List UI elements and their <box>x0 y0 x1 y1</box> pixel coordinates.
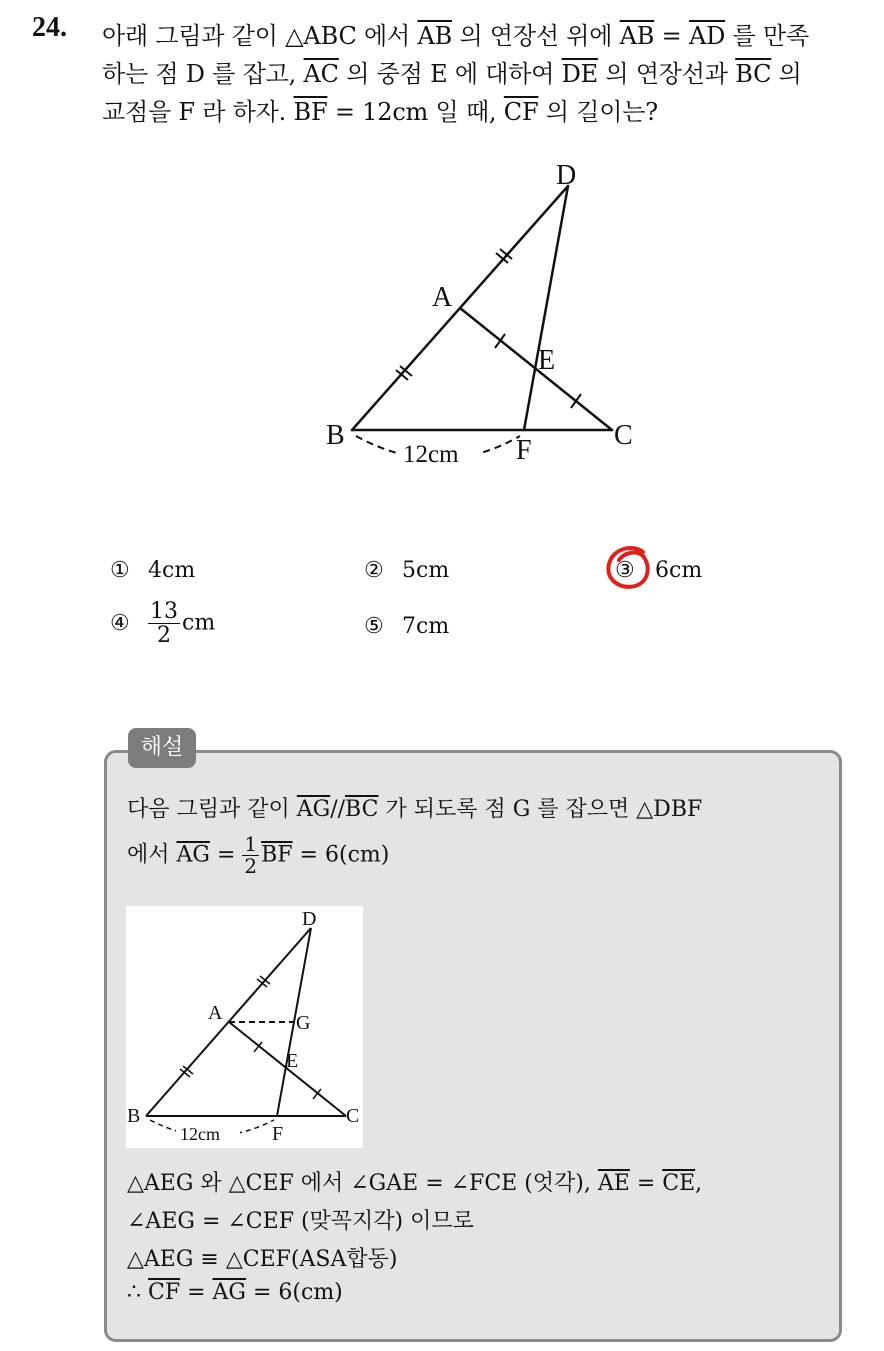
label-c: C <box>614 420 633 451</box>
choice-1[interactable]: ① 4cm <box>110 558 196 583</box>
solution-line-6: ∴ $\overline{CF} = \overline{AG} = 6(cm)$ <box>127 1280 343 1305</box>
question-line-3: 교점을 F 라 하자. $\overline{BF} = 12cm$ 일 때, $\overline{CF}$ 의 길이는? <box>102 98 658 126</box>
sol-measure-label: 12cm <box>180 1124 220 1144</box>
measure-label: 12cm <box>403 441 459 468</box>
solution-line-1: 다음 그림과 같이 $\overline{AG}//\overline{BC}$ 가 되도록 점 G 를 잡으면 △DBF <box>127 797 703 822</box>
segment-df <box>524 186 568 430</box>
sol-label-g: G <box>296 1012 311 1034</box>
choice-3[interactable]: ③ 6cm <box>615 558 703 583</box>
sol-label-d: D <box>302 908 317 930</box>
choice-5[interactable]: ⑤ 7cm <box>364 614 450 639</box>
question-line-2: 하는 점 D 를 잡고, $\overline{AC}$ 의 중점 E 에 대하여 $\overline{DE}$ 의 연장선과 $\overline{BC}$ 의 <box>102 60 802 88</box>
label-b: B <box>326 420 345 451</box>
choice-4[interactable]: ④ $\frac{13}{2}$ cm <box>110 599 216 649</box>
solution-figure <box>126 906 363 1148</box>
sol-label-b: B <box>127 1105 141 1127</box>
sol-label-f: F <box>272 1123 284 1145</box>
solution-tag: 해설 <box>128 728 196 768</box>
label-d: D <box>556 160 577 191</box>
sol-label-e: E <box>286 1050 299 1072</box>
solution-figure-svg <box>126 906 363 1148</box>
solution-line-4: ∠AEG = ∠CEF (맞꼭지각) 이므로 <box>127 1209 474 1234</box>
fraction-13-2: $\frac{13}{2}$ <box>150 599 178 649</box>
sol-label-c: C <box>346 1105 360 1127</box>
solution-line-5: △AEG ≡ △CEF(ASA합동) <box>127 1247 398 1272</box>
sol-label-a: A <box>208 1002 223 1024</box>
label-f: F <box>516 435 532 466</box>
solution-line-2: 에서 $\overline{AG}$ = $\frac{1}{2}$ $\overline{BF} = 6(cm)$ <box>127 832 390 878</box>
label-a: A <box>432 282 453 313</box>
solution-line-3: △AEG 와 △CEF 에서 ∠GAE = ∠FCE (엇각), $\overline{AE} = \overline{CE}$, <box>127 1171 703 1196</box>
question-number: 24. <box>32 12 67 43</box>
answer-circle-mark <box>603 544 657 594</box>
label-e: E <box>538 345 556 376</box>
triangle-figure <box>0 0 884 520</box>
choice-2[interactable]: ② 5cm <box>364 558 450 583</box>
question-line-1: 아래 그림과 같이 △ABC 에서 $\overline{AB}$ 의 연장선 위에 $\overline{AB} = \overline{AD}$ 를 만족 <box>102 22 809 50</box>
fraction-1-2: $\frac{1}{2}$ <box>244 832 258 878</box>
